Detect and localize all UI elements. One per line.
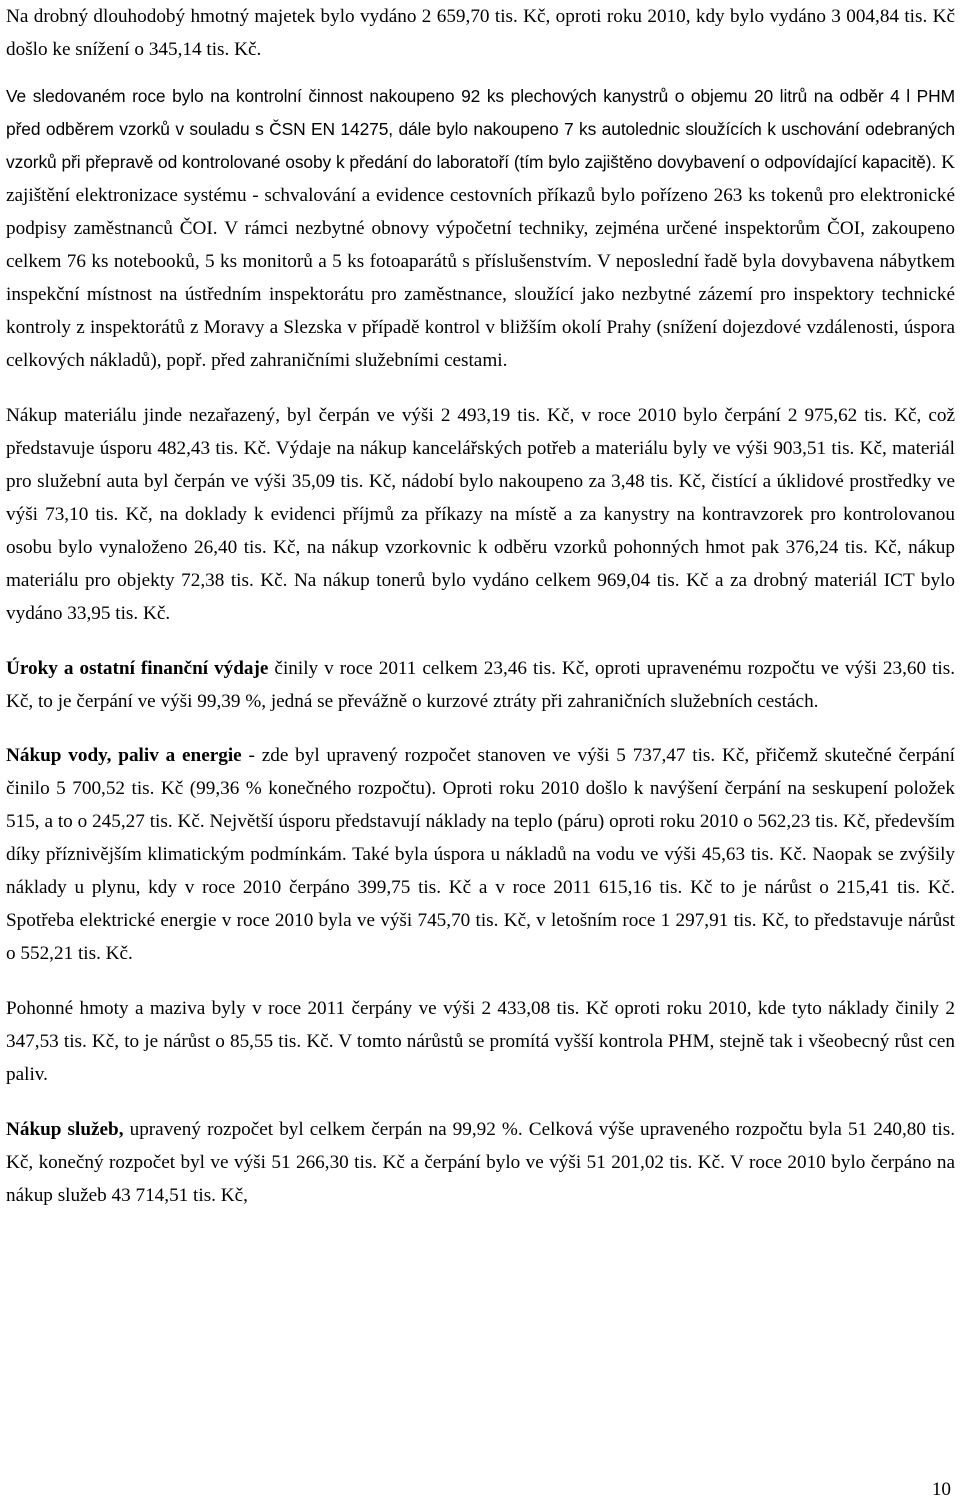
paragraph-computers-text: V rámci nezbytné obnovy výpočetní techniky, zejména určené inspektorům ČOI, zakoupeno celkem 76 ks notebooků, 5 ks monitorů a 5 ks fotoaparátů s příslušenstvím. — [6, 218, 955, 272]
paragraph-services-text: upravený rozpočet byl celkem čerpán na 99,92 %. Celková výše upraveného rozpočtu byla 51 240,80 tis. Kč, konečný rozpočet byl ve výši 51 266,30 tis. Kč a čerpání bylo ve výši 51 201,02 tis. Kč. V roce 2010 bylo čerpáno na nákup služeb 43 714,51 tis. Kč, — [6, 1119, 955, 1206]
paragraph-energy — [6, 739, 955, 970]
paragraph-small-assets: Na drobný dlouhodobý hmotný majetek bylo vydáno 2 659,70 tis. Kč, oproti roku 2010, kdy bylo vydáno 3 004,84 tis. Kč došlo ke snížení o 345,14 tis. Kč. — [6, 6, 955, 60]
paragraph-tokens-text: K zajištění elektronizace systému - schvalování a evidence cestovních příkazů bylo pořízeno 263 ks tokenů pro elektronické podpisy zaměstnanců ČOI. — [6, 152, 956, 239]
document-page — [6, 0, 955, 1212]
heading-services: Nákup služeb, — [6, 1119, 124, 1140]
paragraph-energy-text: - zde byl upravený rozpočet stanoven ve výši 5 737,47 tis. Kč, přičemž skutečné čerpání činilo 5 700,52 tis. Kč (99,36 % konečného rozpočtu). Oproti roku 2010 došlo k navýšení čerpání na seskupení položek 515, a to o 245,27 tis. Kč. Největší úsporu představují náklady na teplo (páru) oproti roku 2010 o 562,23 tis. Kč, především díky příznivějším klimatickým podmínkám. Také byla úspora u nákladů na vodu ve výši 45,63 tis. Kč. Naopak se zvýšily náklady u plynu, kdy v roce 2010 čerpáno 399,75 tis. Kč a v roce 2011 615,16 tis. Kč to je nárůst o 215,41 tis. Kč. Spotřeba elektrické energie v roce 2010 byla ve výši 745,70 tis. Kč, v letošním roce 1 297,91 tis. Kč, to představuje nárůst o 552,21 tis. Kč. — [6, 745, 955, 964]
paragraph-fuel: Pohonné hmoty a maziva byly v roce 2011 čerpány ve výši 2 433,08 tis. Kč oproti roku 2010, kde tyto náklady činily 2 347,53 tis. Kč, to je nárůst o 85,55 tis. Kč. V tomto nárůstů se promítá vyšší kontrola PHM, stejně tak i všeobecný růst cen paliv. — [6, 998, 955, 1085]
heading-energy: Nákup vody, paliv a energie — [6, 745, 242, 766]
paragraph-materials: Nákup materiálu jinde nezařazený, byl čerpán ve výši 2 493,19 tis. Kč, v roce 2010 bylo čerpání 2 975,62 tis. Kč, což představuje úsporu 482,43 tis. Kč. Výdaje na nákup kancelářských potřeb a materiálu byly ve výši 903,51 tis. Kč, materiál pro služební auta byl čerpán ve výši 35,09 tis. Kč, nádobí bylo nakoupeno za 3,48 tis. Kč, čistící a úklidové prostředky ve výši 73,10 tis. Kč, na doklady k evidenci příjmů za příkazy na místě a za kanystry na kontravzorek pro kontrolovanou osobu bylo vynaloženo 26,40 tis. Kč, na nákup vzorkovnic k odběru vzorků pohonných hmot pak 376,24 tis. Kč, nákup materiálu pro objekty 72,38 tis. Kč. Na nákup tonerů bylo vydáno celkem 969,04 tis. Kč a za drobný materiál ICT bylo vydáno 33,95 tis. Kč. — [6, 405, 955, 624]
paragraph-control-purchases — [6, 80, 955, 377]
paragraph-interest — [6, 652, 955, 718]
paragraph-control-purchases-text: Ve sledovaném roce bylo na kontrolní činnost nakoupeno 92 ks plechových kanystrů o objemu 20 litrů na odběr 4 l PHM před odběrem vzorků v souladu s ČSN EN 14275, dále bylo nakoupeno 7 ks autolednic sloužících k uschování odebraných vzorků při přepravě od kontrolované osoby k předání do laboratoří (tím bylo zajištěno dovybavení o odpovídající kapacitě). — [6, 86, 955, 172]
heading-interest: Úroky a ostatní finanční výdaje — [6, 658, 269, 679]
paragraph-interest-text: činily v roce 2011 celkem 23,46 tis. Kč, oproti upravenému rozpočtu ve výši 23,60 tis. Kč, to je čerpání ve výši 99,39 %, jedná se převážně o kurzové ztráty při zahraničních služebních cestách. — [6, 658, 955, 712]
page-number: 10 — [931, 1479, 951, 1500]
paragraph-services — [6, 1113, 955, 1212]
paragraph-furniture-text: V neposlední řadě byla dovybavena nábytkem inspekční místnost na ústředním inspektorátu pro zaměstnance, sloužící jako nezbytné zázemí pro inspektory technické kontroly z inspektorátů z Moravy a Slezska v případě kontrol v bližším okolí Prahy (snížení dojezdové vzdálenosti, úspora celkových nákladů), popř. před zahraničními služebními cestami. — [6, 251, 955, 371]
